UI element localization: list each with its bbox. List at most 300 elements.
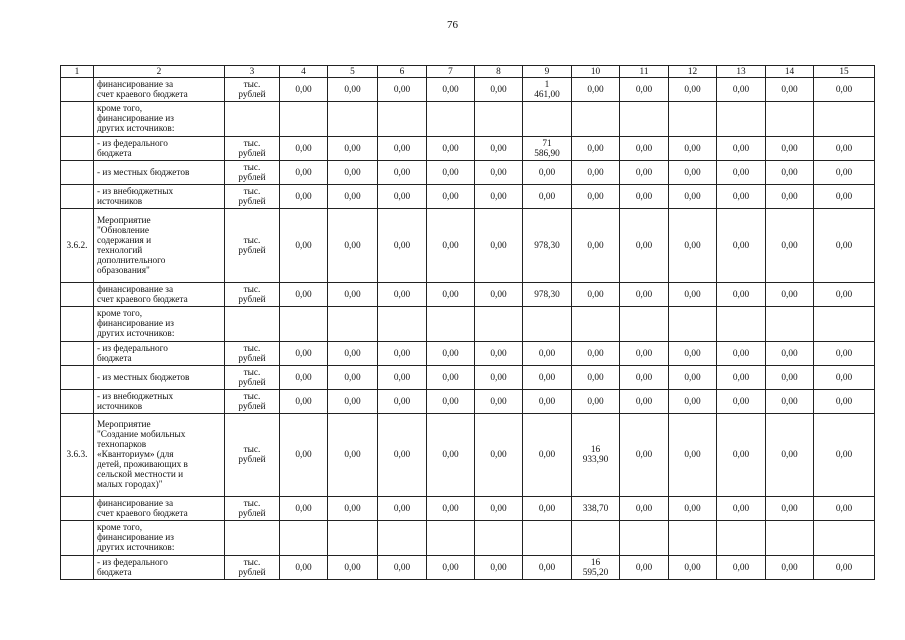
row-value-cell-text: 0,00 — [635, 348, 653, 359]
row-value-cell — [572, 283, 620, 307]
row-value-cell-text: 0,00 — [835, 143, 853, 154]
row-value-cell-text: 0,00 — [684, 143, 701, 154]
row-value-cell-text: 0,00 — [490, 143, 507, 154]
row-value-cell — [766, 390, 814, 414]
row-value-cell — [814, 307, 875, 342]
row-value-cell-text: 0,00 — [393, 450, 411, 460]
row-code-cell — [61, 366, 94, 390]
row-value-cell — [766, 161, 814, 185]
row-value-cell — [717, 185, 766, 209]
row-value-cell — [766, 209, 814, 283]
row-value-cell — [717, 556, 766, 580]
table-row — [61, 209, 875, 283]
row-value-cell — [766, 102, 814, 137]
row-value-cell-text: 0,00 — [835, 240, 853, 251]
row-value-cell — [378, 342, 427, 366]
row-value-cell — [378, 307, 427, 342]
row-unit-cell-text: тыс. рублей — [238, 445, 266, 465]
row-value-cell — [475, 283, 523, 307]
row-value-cell-text: 0,00 — [442, 84, 459, 95]
row-value-cell-text: 71 586,90 — [534, 138, 560, 159]
row-value-cell — [717, 209, 766, 283]
row-value-cell — [427, 283, 475, 307]
row-value-cell — [572, 414, 620, 497]
row-value-cell-text: 0,00 — [442, 167, 459, 178]
row-value-cell — [427, 307, 475, 342]
row-unit-cell-text: тыс. рублей — [238, 343, 266, 364]
row-value-cell-text: 0,00 — [295, 143, 312, 154]
row-value-cell — [814, 209, 875, 283]
row-value-cell — [620, 161, 669, 185]
row-value-cell — [523, 521, 572, 556]
row-value-cell-text: 0,00 — [538, 396, 556, 407]
row-value-cell — [427, 342, 475, 366]
row-value-cell — [572, 78, 620, 102]
row-value-cell-text: 978,30 — [534, 240, 560, 251]
row-value-cell — [328, 307, 378, 342]
header-row — [61, 66, 875, 78]
row-value-cell-text: 0,00 — [732, 191, 750, 202]
row-value-cell — [523, 307, 572, 342]
row-value-cell — [427, 185, 475, 209]
row-value-cell-text: 0,00 — [835, 450, 853, 460]
header-cell: 12 — [669, 66, 717, 78]
row-value-cell-text: 0,00 — [393, 84, 411, 95]
row-value-cell — [717, 307, 766, 342]
row-value-cell — [328, 342, 378, 366]
row-value-cell — [328, 102, 378, 137]
row-description-cell — [94, 414, 225, 497]
row-value-cell — [620, 342, 669, 366]
row-value-cell — [669, 414, 717, 497]
row-value-cell — [620, 521, 669, 556]
row-value-cell-text: 0,00 — [587, 167, 604, 178]
row-value-cell-text: 0,00 — [684, 84, 701, 95]
row-value-cell — [717, 78, 766, 102]
row-value-cell — [572, 342, 620, 366]
row-value-cell — [766, 307, 814, 342]
row-value-cell-text: 0,00 — [635, 84, 653, 95]
table-row — [61, 283, 875, 307]
row-code-cell — [61, 497, 94, 521]
row-value-cell — [620, 307, 669, 342]
row-value-cell — [328, 366, 378, 390]
row-value-cell-text: 0,00 — [295, 503, 312, 514]
row-value-cell — [280, 497, 328, 521]
row-unit-cell — [225, 283, 280, 307]
row-value-cell-text: 0,00 — [684, 372, 701, 383]
row-value-cell-text: 0,00 — [781, 84, 798, 95]
row-value-cell — [427, 521, 475, 556]
row-value-cell-text: 0,00 — [635, 167, 653, 178]
row-value-cell-text: 0,00 — [393, 240, 411, 251]
row-description-cell — [94, 209, 225, 283]
row-value-cell — [378, 414, 427, 497]
table-row — [61, 78, 875, 102]
row-value-cell — [814, 497, 875, 521]
row-code-cell — [61, 102, 94, 137]
row-value-cell-text: 0,00 — [781, 450, 798, 460]
row-value-cell-text: 0,00 — [732, 348, 750, 359]
row-value-cell — [669, 390, 717, 414]
row-value-cell-text: 0,00 — [732, 503, 750, 514]
header-cell: 13 — [717, 66, 766, 78]
row-description-cell — [94, 102, 225, 137]
row-unit-cell-text: тыс. рублей — [238, 162, 266, 183]
row-description-cell — [94, 137, 225, 161]
row-value-cell-text: 0,00 — [344, 396, 361, 407]
row-code-cell — [61, 161, 94, 185]
row-value-cell — [717, 521, 766, 556]
row-value-cell — [814, 366, 875, 390]
row-value-cell — [378, 185, 427, 209]
row-value-cell — [475, 497, 523, 521]
row-value-cell-text: 0,00 — [781, 372, 798, 383]
row-value-cell — [328, 521, 378, 556]
row-value-cell-text: 0,00 — [295, 396, 312, 407]
row-value-cell — [475, 390, 523, 414]
row-value-cell — [523, 366, 572, 390]
row-value-cell — [717, 497, 766, 521]
row-code-cell — [61, 414, 94, 497]
row-value-cell-text: 0,00 — [393, 167, 411, 178]
row-value-cell-text: 0,00 — [781, 191, 798, 202]
row-value-cell-text: 0,00 — [344, 84, 361, 95]
row-value-cell — [717, 283, 766, 307]
row-unit-cell — [225, 390, 280, 414]
row-description-cell-text: - из внебюджетных источников — [97, 391, 174, 412]
row-value-cell — [572, 161, 620, 185]
row-value-cell-text: 0,00 — [295, 289, 312, 300]
header-cell: 7 — [427, 66, 475, 78]
row-value-cell-text: 0,00 — [587, 289, 604, 300]
row-description-cell-text: Мероприятие "Обновление содержания и технологий дополнительного образования" — [97, 215, 166, 276]
row-value-cell — [378, 283, 427, 307]
row-value-cell-text: 0,00 — [732, 562, 750, 573]
row-value-cell-text: 0,00 — [344, 450, 361, 460]
row-value-cell — [572, 366, 620, 390]
row-value-cell-text: 0,00 — [732, 372, 750, 383]
row-value-cell-text: 0,00 — [587, 396, 604, 407]
row-value-cell-text: 338,70 — [582, 503, 609, 514]
row-value-cell — [328, 137, 378, 161]
row-code-cell — [61, 137, 94, 161]
row-value-cell-text: 0,00 — [781, 289, 798, 300]
row-value-cell-text: 0,00 — [442, 503, 459, 514]
row-value-cell — [669, 521, 717, 556]
row-value-cell — [427, 390, 475, 414]
header-cell: 1 — [61, 66, 94, 78]
row-value-cell-text: 0,00 — [393, 191, 411, 202]
row-value-cell — [766, 283, 814, 307]
row-value-cell-text: 0,00 — [781, 240, 798, 251]
row-value-cell — [378, 102, 427, 137]
row-value-cell — [766, 78, 814, 102]
row-value-cell — [572, 185, 620, 209]
row-value-cell-text: 0,00 — [635, 191, 653, 202]
row-value-cell — [280, 161, 328, 185]
row-value-cell-text: 0,00 — [490, 503, 507, 514]
row-value-cell — [427, 497, 475, 521]
row-description-cell-text: финансирование за счет краевого бюджета — [97, 498, 188, 519]
row-value-cell-text: 0,00 — [442, 372, 459, 383]
row-value-cell-text: 0,00 — [635, 503, 653, 514]
row-value-cell-text: 0,00 — [732, 450, 750, 460]
row-value-cell-text: 0,00 — [344, 240, 361, 251]
row-value-cell — [814, 137, 875, 161]
row-description-cell — [94, 307, 225, 342]
row-unit-cell — [225, 161, 280, 185]
row-value-cell-text: 0,00 — [587, 143, 604, 154]
row-value-cell-text: 0,00 — [635, 240, 653, 251]
row-value-cell-text: 0,00 — [835, 348, 853, 359]
header-cell: 3 — [225, 66, 280, 78]
row-value-cell-text: 0,00 — [393, 562, 411, 573]
row-value-cell — [523, 556, 572, 580]
row-unit-cell — [225, 78, 280, 102]
row-value-cell — [523, 161, 572, 185]
row-value-cell-text: 0,00 — [684, 450, 701, 460]
row-value-cell — [280, 283, 328, 307]
row-value-cell-text: 0,00 — [538, 503, 556, 514]
row-value-cell-text: 0,00 — [295, 450, 312, 460]
row-value-cell-text: 16 595,20 — [582, 557, 609, 578]
row-value-cell — [378, 521, 427, 556]
header-cell: 4 — [280, 66, 328, 78]
row-value-cell-text: 0,00 — [781, 143, 798, 154]
row-value-cell-text: 0,00 — [344, 191, 361, 202]
row-value-cell-text: 0,00 — [835, 84, 853, 95]
row-value-cell-text: 16 933,90 — [582, 445, 609, 465]
row-value-cell-text: 0,00 — [490, 450, 507, 460]
row-value-cell-text: 0,00 — [587, 372, 604, 383]
row-code-cell — [61, 521, 94, 556]
row-value-cell-text: 0,00 — [442, 191, 459, 202]
row-value-cell-text: 0,00 — [295, 191, 312, 202]
row-value-cell — [328, 390, 378, 414]
row-value-cell-text: 0,00 — [835, 289, 853, 300]
row-value-cell-text: 0,00 — [393, 143, 411, 154]
row-value-cell — [427, 414, 475, 497]
row-value-cell — [620, 137, 669, 161]
row-value-cell-text: 0,00 — [538, 167, 556, 178]
row-value-cell-text: 0,00 — [635, 289, 653, 300]
row-value-cell — [427, 137, 475, 161]
row-description-cell — [94, 161, 225, 185]
row-value-cell-text: 0,00 — [295, 562, 312, 573]
row-value-cell — [475, 185, 523, 209]
row-value-cell — [280, 366, 328, 390]
row-value-cell-text: 0,00 — [587, 240, 604, 251]
row-value-cell — [280, 102, 328, 137]
row-value-cell — [717, 390, 766, 414]
row-code-cell — [61, 342, 94, 366]
row-value-cell-text: 0,00 — [393, 289, 411, 300]
row-value-cell — [814, 390, 875, 414]
row-value-cell — [427, 366, 475, 390]
header-cell: 10 — [572, 66, 620, 78]
header-cell: 8 — [475, 66, 523, 78]
row-value-cell — [523, 390, 572, 414]
row-value-cell — [814, 185, 875, 209]
row-value-cell — [572, 497, 620, 521]
row-value-cell — [766, 366, 814, 390]
row-value-cell-text: 0,00 — [344, 143, 361, 154]
row-value-cell-text: 0,00 — [732, 240, 750, 251]
row-value-cell-text: 0,00 — [835, 396, 853, 407]
row-description-cell-text: кроме того, финансирование из других источников: — [97, 104, 175, 134]
row-value-cell — [669, 497, 717, 521]
row-description-cell — [94, 390, 225, 414]
row-value-cell-text: 0,00 — [490, 372, 507, 383]
row-value-cell-text: 0,00 — [781, 396, 798, 407]
header-cell: 6 — [378, 66, 427, 78]
row-value-cell-text: 0,00 — [490, 240, 507, 251]
row-value-cell — [378, 497, 427, 521]
row-value-cell-text: 0,00 — [732, 143, 750, 154]
row-value-cell-text: 0,00 — [732, 396, 750, 407]
row-value-cell — [378, 161, 427, 185]
row-value-cell-text: 0,00 — [684, 396, 701, 407]
row-value-cell — [766, 497, 814, 521]
row-value-cell — [378, 366, 427, 390]
row-value-cell — [280, 521, 328, 556]
row-value-cell-text: 0,00 — [538, 450, 556, 460]
row-value-cell — [620, 414, 669, 497]
row-unit-cell-text: тыс. рублей — [238, 557, 266, 578]
row-description-cell-text: Мероприятие "Создание мобильных технопарков «Кванториум» (для детей, проживающих в сельской местности и малых городах)" — [97, 420, 188, 490]
table-row — [61, 390, 875, 414]
row-unit-cell — [225, 209, 280, 283]
row-description-cell-text: кроме того, финансирование из других источников: — [97, 523, 175, 553]
row-value-cell-text: 0,00 — [442, 289, 459, 300]
row-value-cell — [280, 556, 328, 580]
row-code-cell — [61, 283, 94, 307]
row-value-cell — [572, 102, 620, 137]
row-value-cell — [814, 78, 875, 102]
row-value-cell — [620, 102, 669, 137]
row-value-cell-text: 0,00 — [635, 372, 653, 383]
row-unit-cell-text: тыс. рублей — [238, 391, 266, 412]
row-value-cell — [475, 556, 523, 580]
row-value-cell-text: 0,00 — [835, 562, 853, 573]
row-value-cell — [620, 209, 669, 283]
row-value-cell — [572, 556, 620, 580]
row-description-cell — [94, 366, 225, 390]
row-value-cell — [766, 185, 814, 209]
row-value-cell-text: 0,00 — [393, 372, 411, 383]
row-value-cell-text: 0,00 — [835, 372, 853, 383]
row-value-cell-text: 0,00 — [684, 562, 701, 573]
row-value-cell — [572, 390, 620, 414]
table-row — [61, 497, 875, 521]
row-unit-cell — [225, 521, 280, 556]
row-value-cell-text: 0,00 — [635, 143, 653, 154]
row-description-cell — [94, 78, 225, 102]
header-cell: 14 — [766, 66, 814, 78]
row-value-cell-text: 0,00 — [344, 167, 361, 178]
table-row — [61, 102, 875, 137]
row-value-cell-text: 0,00 — [490, 396, 507, 407]
row-value-cell-text: 0,00 — [781, 562, 798, 573]
row-value-cell-text: 0,00 — [442, 450, 459, 460]
row-value-cell — [523, 137, 572, 161]
header-cell: 5 — [328, 66, 378, 78]
row-value-cell — [523, 414, 572, 497]
row-value-cell — [717, 366, 766, 390]
row-unit-cell — [225, 366, 280, 390]
row-value-cell — [620, 556, 669, 580]
row-code-cell — [61, 307, 94, 342]
row-value-cell — [523, 102, 572, 137]
row-value-cell — [620, 366, 669, 390]
row-code-cell — [61, 78, 94, 102]
table-row — [61, 307, 875, 342]
row-value-cell — [766, 556, 814, 580]
row-value-cell — [717, 137, 766, 161]
row-value-cell-text: 0,00 — [393, 503, 411, 514]
row-value-cell — [572, 307, 620, 342]
row-value-cell-text: 0,00 — [295, 167, 312, 178]
row-value-cell — [669, 78, 717, 102]
row-value-cell-text: 0,00 — [490, 191, 507, 202]
row-unit-cell — [225, 342, 280, 366]
row-value-cell-text: 0,00 — [732, 167, 750, 178]
row-value-cell — [328, 556, 378, 580]
row-value-cell-text: 0,00 — [684, 167, 701, 178]
row-value-cell-text: 0,00 — [587, 84, 604, 95]
row-value-cell-text: 0,00 — [635, 396, 653, 407]
row-value-cell-text: 0,00 — [295, 348, 312, 359]
row-value-cell-text: 978,30 — [534, 289, 560, 300]
row-code-cell — [61, 390, 94, 414]
row-value-cell-text: 0,00 — [344, 348, 361, 359]
page-number: 76 — [447, 19, 458, 31]
row-value-cell — [766, 414, 814, 497]
table-row — [61, 185, 875, 209]
row-description-cell-text: - из федерального бюджета — [97, 557, 168, 578]
row-value-cell — [669, 185, 717, 209]
row-value-cell-text: 0,00 — [295, 372, 312, 383]
row-value-cell-text: 0,00 — [781, 348, 798, 359]
row-value-cell — [766, 342, 814, 366]
row-description-cell-text: - из федерального бюджета — [97, 138, 168, 159]
row-code-cell — [61, 556, 94, 580]
row-value-cell — [814, 161, 875, 185]
row-value-cell — [427, 161, 475, 185]
row-value-cell — [620, 78, 669, 102]
row-value-cell-text: 0,00 — [442, 143, 459, 154]
row-value-cell — [475, 102, 523, 137]
row-value-cell — [475, 209, 523, 283]
row-unit-cell-text: тыс. рублей — [238, 498, 266, 519]
row-value-cell-text: 0,00 — [635, 450, 653, 460]
row-value-cell — [814, 556, 875, 580]
row-value-cell-text: 0,00 — [344, 562, 361, 573]
row-value-cell — [378, 209, 427, 283]
row-value-cell — [523, 497, 572, 521]
row-value-cell — [572, 209, 620, 283]
row-value-cell-text: 0,00 — [835, 503, 853, 514]
row-value-cell — [475, 307, 523, 342]
row-value-cell-text: 0,00 — [295, 240, 312, 251]
row-value-cell — [572, 521, 620, 556]
row-value-cell-text: 0,00 — [393, 348, 411, 359]
row-unit-cell — [225, 137, 280, 161]
row-value-cell — [620, 185, 669, 209]
row-description-cell-text: финансирование за счет краевого бюджета — [97, 79, 188, 100]
row-value-cell — [669, 137, 717, 161]
